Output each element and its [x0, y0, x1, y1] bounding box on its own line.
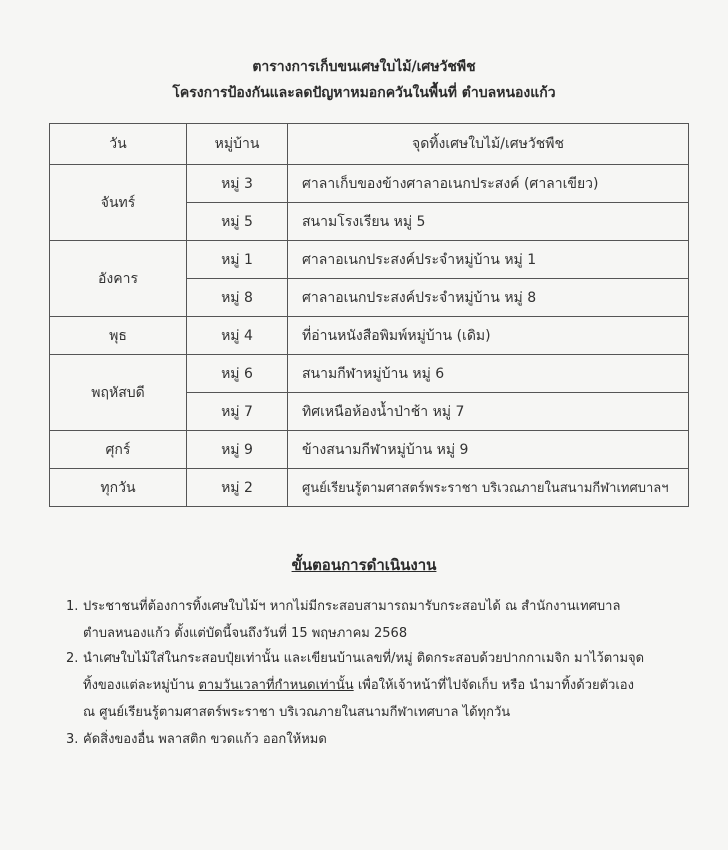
column-header-dropoff-point: จุดทิ้งเศษใบไม้/เศษวัชพืช [288, 124, 689, 165]
dropoff-point-cell: ที่อ่านหนังสือพิมพ์หมู่บ้าน (เดิม) [288, 317, 689, 355]
village-cell: หมู่ 8 [187, 279, 288, 317]
step-text: ทิ้งของแต่ละหมู่บ้าน [83, 678, 199, 693]
village-cell: หมู่ 6 [187, 355, 288, 393]
table-row [50, 241, 689, 279]
step-number: 2. [66, 651, 79, 666]
dropoff-point-cell: ศูนย์เรียนรู้ตามศาสตร์พระราชา บริเวณภายในสนามกีฬาเทศบาลฯ [288, 469, 689, 507]
day-cell: จันทร์ [50, 165, 187, 241]
day-cell: ทุกวัน [50, 469, 187, 507]
day-cell: อังคาร [50, 241, 187, 317]
village-cell: หมู่ 9 [187, 431, 288, 469]
dropoff-point-cell: ศาลาอเนกประสงค์ประจำหมู่บ้าน หมู่ 8 [288, 279, 689, 317]
dropoff-point-cell: ข้างสนามกีฬาหมู่บ้าน หมู่ 9 [288, 431, 689, 469]
step-emphasis-text: ตามวันเวลาที่กำหนดเท่านั้น [198, 678, 354, 693]
dropoff-point-cell: ศาลาอเนกประสงค์ประจำหมู่บ้าน หมู่ 1 [288, 241, 689, 279]
column-header-day: วัน [50, 124, 187, 165]
step-text: เพื่อให้เจ้าหน้าที่ไปจัดเก็บ หรือ นำมาทิ้งด้วยตัวเอง [353, 678, 634, 693]
day-cell: ศุกร์ [50, 431, 187, 469]
step-number: 3. [66, 732, 79, 747]
village-cell: หมู่ 5 [187, 203, 288, 241]
dropoff-point-cell: สนามโรงเรียน หมู่ 5 [288, 203, 689, 241]
dropoff-point-cell: ศาลาเก็บของข้างศาลาอเนกประสงค์ (ศาลาเขียว) [288, 165, 689, 203]
dropoff-point-cell: สนามกีฬาหมู่บ้าน หมู่ 6 [288, 355, 689, 393]
step-text: ตำบลหนองแก้ว ตั้งแต่บัดนี้จนถึงวันที่ 15 พฤษภาคม 2568 [83, 626, 408, 641]
table-row [50, 165, 689, 203]
table-row [50, 317, 689, 355]
column-header-village: หมู่บ้าน [187, 124, 288, 165]
step-text: ณ ศูนย์เรียนรู้ตามศาสตร์พระราชา บริเวณภายในสนามกีฬาเทศบาล ได้ทุกวัน [83, 705, 511, 720]
village-cell: หมู่ 4 [187, 317, 288, 355]
procedure-step-3 [66, 726, 706, 753]
village-cell: หมู่ 7 [187, 393, 288, 431]
step-number: 1. [66, 599, 79, 614]
village-cell: หมู่ 3 [187, 165, 288, 203]
procedure-step-2 [66, 645, 706, 726]
table-row [50, 469, 689, 507]
document-subtitle: โครงการป้องกันและลดปัญหาหมอกควันในพื้นที่ ตำบลหนองแก้ว [172, 85, 556, 101]
step-text: ประชาชนที่ต้องการทิ้งเศษใบไม้ฯ หากไม่มีกระสอบสามารถมารับกระสอบได้ ณ สำนักงานเทศบาล [83, 599, 621, 614]
village-cell: หมู่ 2 [187, 469, 288, 507]
procedure-heading: ขั้นตอนการดำเนินงาน [291, 556, 437, 574]
day-cell: พุธ [50, 317, 187, 355]
procedure-step-1 [66, 593, 706, 647]
village-cell: หมู่ 1 [187, 241, 288, 279]
step-text: คัดสิ่งของอื่น พลาสติก ขวดแก้ว ออกให้หมด [83, 732, 327, 747]
table-row [50, 355, 689, 393]
schedule-table [49, 123, 689, 507]
table-header-row [50, 124, 689, 165]
table-row [50, 431, 689, 469]
day-cell: พฤหัสบดี [50, 355, 187, 431]
document-title: ตารางการเก็บขนเศษใบไม้/เศษวัชพืช [252, 59, 476, 75]
step-text: นำเศษใบไม้ใส่ในกระสอบปุ๋ยเท่านั้น และเขียนบ้านเลขที่/หมู่ ติดกระสอบด้วยปากกาเมจิก มาไว้ตามจุด [83, 651, 645, 666]
dropoff-point-cell: ทิศเหนือห้องน้ำป่าช้า หมู่ 7 [288, 393, 689, 431]
